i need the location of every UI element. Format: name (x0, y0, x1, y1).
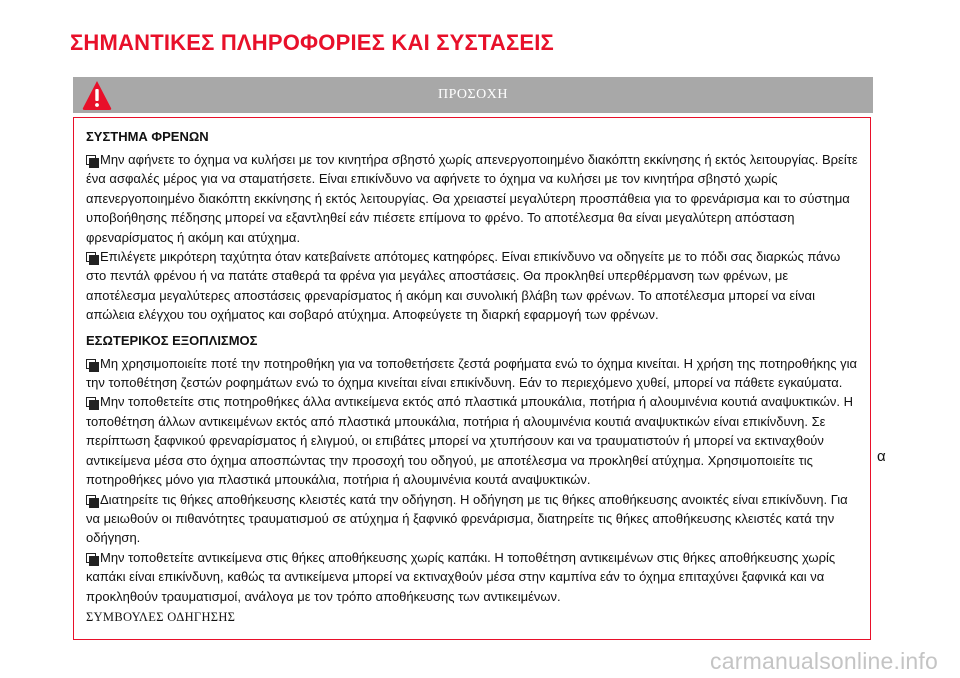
checkbox-bullet-icon (86, 155, 96, 165)
watermark: carmanualsonline.info (710, 648, 938, 674)
warning-bar (73, 77, 873, 113)
checkbox-bullet-icon (86, 553, 96, 563)
checkbox-bullet-icon (86, 252, 96, 262)
footer-section-label: ΣΥΜΒΟΥΛΕΣ ΟΔΗΓΗΣΗΣ (86, 609, 236, 624)
section-heading-brake-system: ΣΥΣΤΗΜΑ ΦΡΕΝΩΝ (86, 129, 209, 144)
warning-label: ΠΡΟΣΟΧΗ (438, 87, 508, 102)
paragraph-interior-1: Μη χρησιμοποιείτε ποτέ την ποτηροθήκη για να τοποθετήσετε ζεστά ροφήματα ενώ το όχημα κινείται. Η χρήση της ποτηροθήκης για την τοποθέτηση ζεστών ροφημάτων ενώ το όχημα κινείται είναι επικίνδυνη. Εάν το περιεχόμενο χυθεί, μπορεί να πάθετε εγκαύματα. (86, 355, 857, 391)
checkbox-bullet-icon (86, 397, 96, 407)
section-heading-interior: ΕΣΩΤΕΡΙΚΟΣ ΕΞΟΠΛΙΣΜΟΣ (86, 332, 258, 348)
paragraph-brake-2: Επιλέγετε μικρότερη ταχύτητα όταν κατεβαίνετε απότομες κατηφόρες. Είναι επικίνδυνο να οδηγείτε με το πόδι σας διαρκώς πάνω στο πεντάλ φρένου ή να πατάτε σταθερά τα φρένα για μεγάλες αποστάσεις. Θα προκληθεί υπερθέρμανση των φρένων, με αποτέλεσμα μεγαλύτερες αποστάσεις φρεναρίσματος ή ακόμη και συνολική βλάβη των φρένων. Το αποτέλεσμα μπορεί να είναι απώλεια ελέγχου του οχήματος και σοβαρό ατύχημα. Αποφεύγετε τη διαρκή εφαρμογή των φρένων. (86, 249, 841, 323)
page-title: ΣΗΜΑΝΤΙΚΕΣ ΠΛΗΡΟΦΟΡΙΕΣ ΚΑΙ ΣΥΣΤΑΣΕΙΣ (70, 30, 554, 55)
checkbox-bullet-icon (86, 359, 96, 369)
paragraph-brake-1: Μην αφήνετε το όχημα να κυλήσει με τον κινητήρα σβηστό χωρίς απενεργοποιημένο διακόπτη εκκίνησης ή εκτός λειτουργίας. Βρείτε ένα ασφαλές μέρος για να σταματήσετε. Είναι επικίνδυνο να αφήνετε το όχημα να κυλήσει με τον κινητήρα σβηστό χωρίς απενεργοποιημένο διακόπτη εκκίνησης ή εκτός λειτουργίας. Θα χρειαστεί μεγαλύτερη προσπάθεια για το φρενάρισμα και το σύστημα υποβοήθησης πέδησης μπορεί να εξαντληθεί εάν πιέσετε επίμονα το φρένο. Το αποτέλεσμα θα είναι μεγαλύτερη απόσταση φρεναρίσματος ή ακόμη και ατύχημα. (86, 152, 858, 245)
paragraph-interior-3: Διατηρείτε τις θήκες αποθήκευσης κλειστές κατά την οδήγηση. Η οδήγηση με τις θήκες αποθήκευσης ανοικτές είναι επικίνδυνη. Για να μειωθούν οι πιθανότητες τραυματισμού σε ατύχημα ή ξαφνικό φρενάρισμα, διατηρείτε τις θήκες αποθήκευσης κλειστές κατά την οδήγηση. (86, 491, 848, 546)
checkbox-bullet-icon (86, 495, 96, 505)
paragraph-interior-2: Μην τοποθετείτε στις ποτηροθήκες άλλα αντικείμενα εκτός από πλαστικά μπουκάλια, ποτήρια ή αλουμινένια κουτιά αναψυκτικών. Η τοποθέτηση άλλων αντικειμένων εκτός από πλαστικά μπουκάλια, ποτήρια ή αλουμινένια κουτιά αναψυκτικών είναι επικίνδυνη. Σε περίπτωση ξαφνικού φρεναρίσματος ή ελιγμού, οι επιβάτες μπορεί να χτυπήσουν και να τραυματιστούν ή μπορεί να εκτιναχθούν αντικείμενα μέσα στο όχημα αποσπώντας την προσοχή του οδηγού, με αποτέλεσμα να προκληθεί ατύχημα. Χρησιμοποιείτε τις ποτηροθήκες μόνο για πλαστικά μπουκάλια, ποτήρια ή αλουμινένια κουτά αναψυκτικών. (86, 394, 853, 488)
paragraph-interior-4: Μην τοποθετείτε αντικείμενα στις θήκες αποθήκευσης χωρίς καπάκι. Η τοποθέτηση αντικειμένων στις θήκες αποθήκευσης χωρίς καπάκι είναι επικίνδυνη, καθώς τα αντικείμενα μπορεί να εκτιναχθούν μέσα στην καμπίνα εάν το όχημα επιταχύνει ξαφνικά και να προκληθούν τραυματισμοί, ανάλογα με τον τρόπο αποθήκευσης των αντικειμένων. (86, 549, 836, 604)
warning-content-box (73, 117, 871, 640)
side-tab-letter: α (877, 448, 886, 465)
